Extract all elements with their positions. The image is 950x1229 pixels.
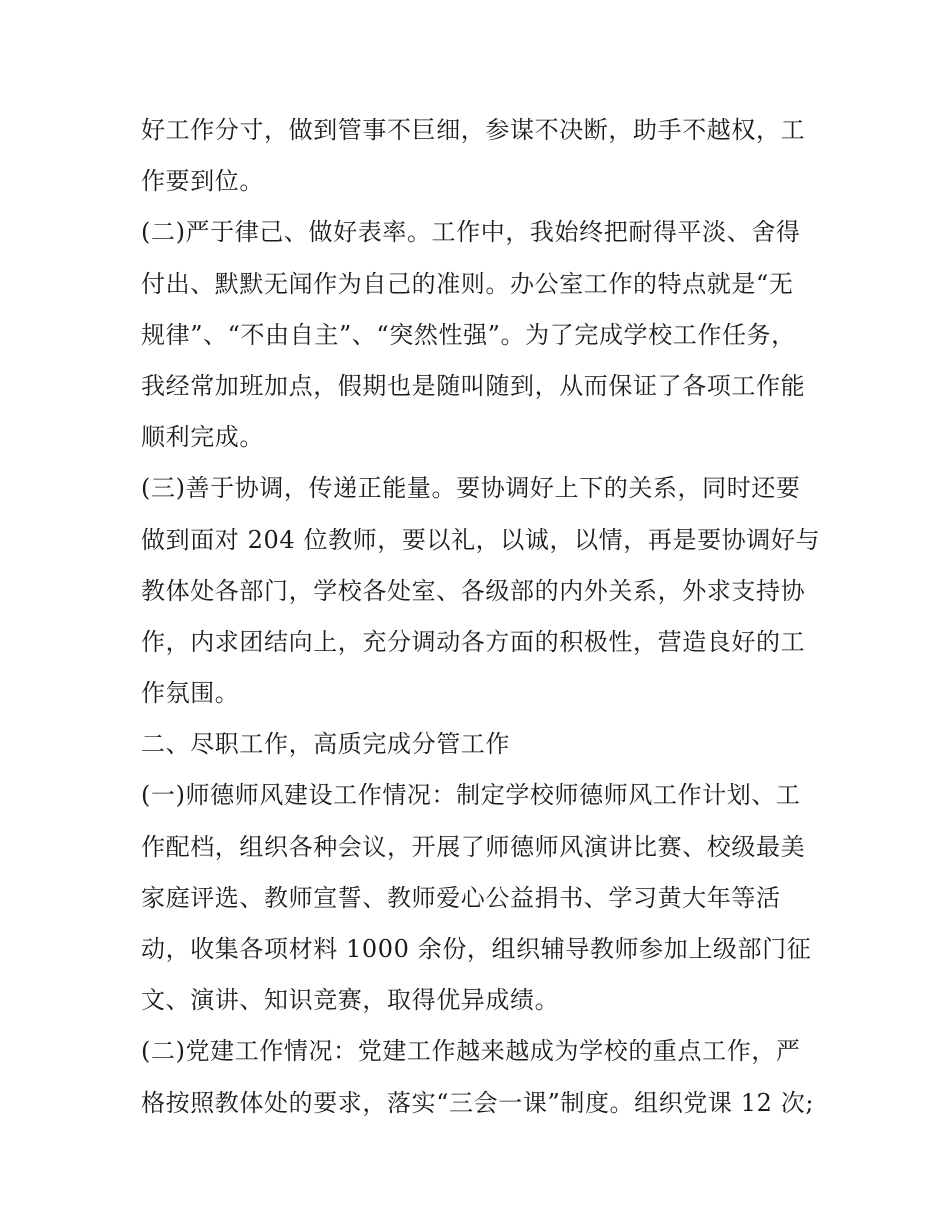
text-line: 付出、默默无闻作为自己的准则。办公室工作的特点就是“无 — [141, 269, 794, 298]
section-heading: 二、尽职工作，高质完成分管工作 — [141, 730, 510, 759]
text-line: 作配档，组织各种会议，开展了师德师风演讲比赛、校级最美 — [141, 832, 806, 861]
text-line: (三)善于协调，传递正能量。要协调好上下的关系，同时还要 — [141, 474, 801, 503]
text-line: (二)严于律己、做好表率。工作中，我始终把耐得平淡、舍得 — [141, 218, 801, 247]
text-line: 顺利完成。 — [141, 423, 264, 452]
text-line: 家庭评选、教师宣誓、教师爱心公益捐书、学习黄大年等活 — [141, 883, 781, 912]
body-text — [141, 105, 821, 1129]
text-line: (二)党建工作情况：党建工作越来越成为学校的重点工作，严 — [141, 1037, 801, 1066]
text-line: 作氛围。 — [141, 679, 240, 708]
text-line: (一)师德师风建设工作情况：制定学校师德师风工作计划、工 — [141, 781, 801, 810]
text-line: 做到面对 204 位教师，要以礼，以诚，以情，再是要协调好与 — [141, 525, 821, 554]
text-line: 我经常加班加点，假期也是随叫随到，从而保证了各项工作能 — [141, 371, 806, 400]
text-line: 文、演讲、知识竞赛，取得优异成绩。 — [141, 986, 560, 1015]
text-line: 教体处各部门，学校各处室、各级部的内外关系，外求支持协 — [141, 576, 806, 605]
text-line: 格按照教体处的要求，落实“三会一课”制度。组织党课 12 次; — [141, 1088, 815, 1117]
text-line: 作要到位。 — [141, 167, 264, 196]
text-line: 作，内求团结向上，充分调动各方面的积极性，营造良好的工 — [141, 627, 806, 656]
text-line: 动，收集各项材料 1000 余份，组织辅导教师参加上级部门征 — [141, 935, 812, 963]
text-line: 规律”、“不由自主”、“突然性强”。为了完成学校工作任务， — [141, 320, 796, 349]
text-line: 好工作分寸，做到管事不巨细，参谋不决断，助手不越权，工 — [141, 116, 806, 144]
